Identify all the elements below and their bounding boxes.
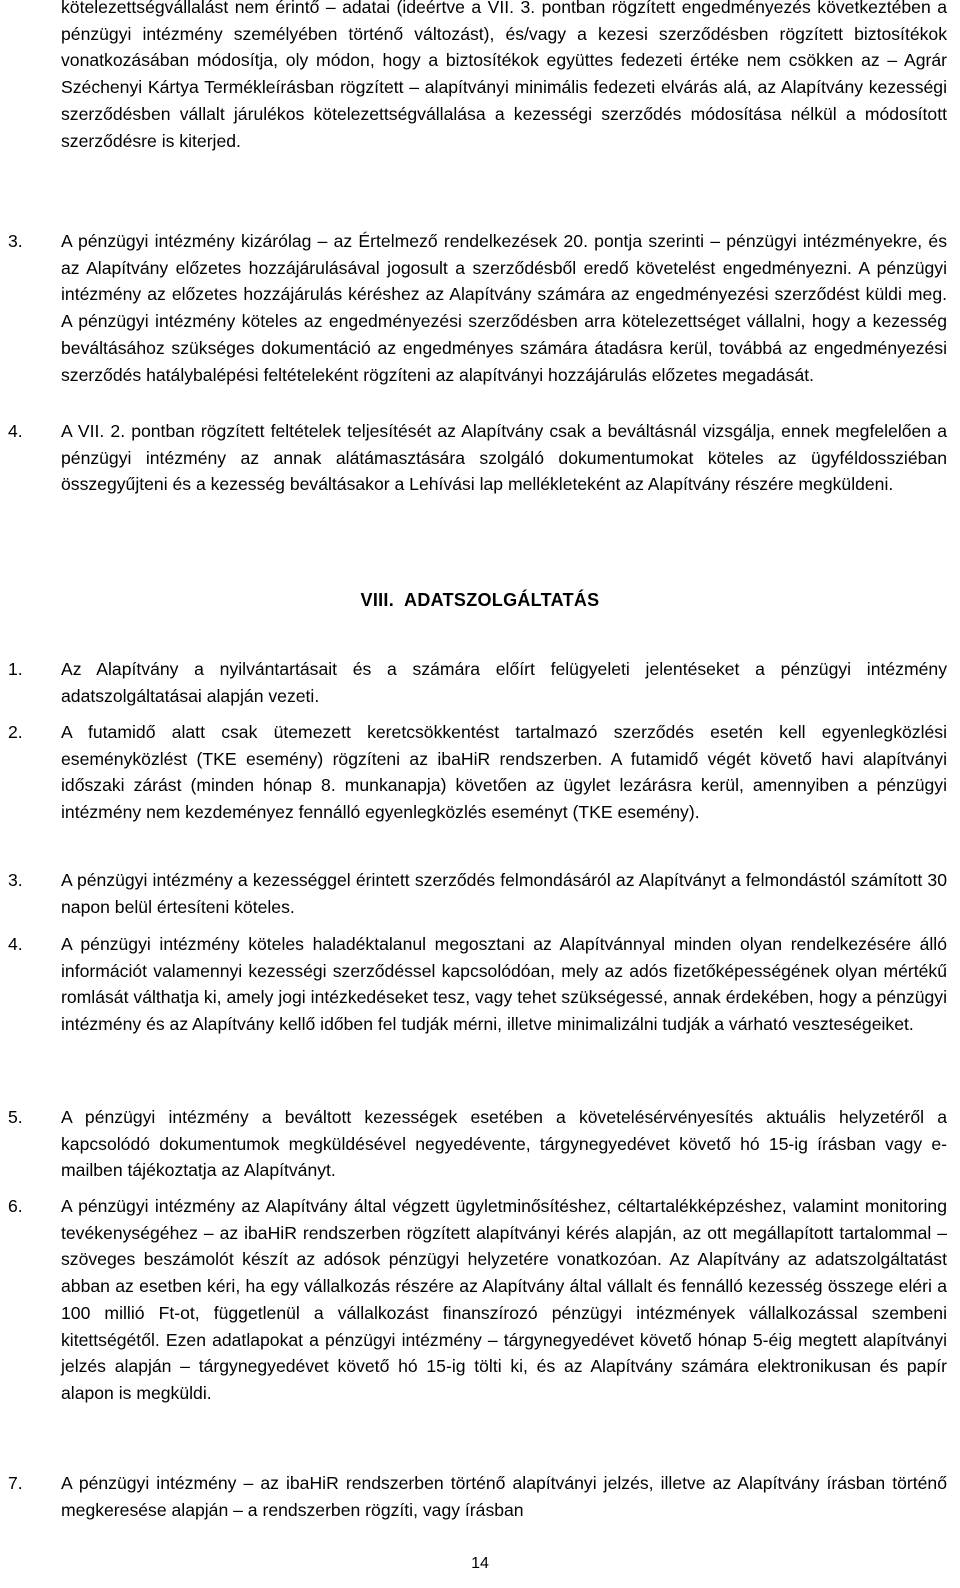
intro-paragraph: kötelezettségvállalást nem érintő – adatai (ideértve a VII. 3. pontban rögzített engedményezés következtében a pénzügyi intézmény személyében történő változást), és/vagy a kezesi szerződésben rögzített biztosítékok vonatkozásában módosítja, oly módon, hogy a biztosítékok együttes fedezeti értéke nem csökken az – Agrár Széchenyi Kártya Termékleírásban rögzített – alapítványi minimális fedezeti elvárás alá, az Alapítvány kezességi szerződésben vállalt járulékos kötelezettségvállalása a kezességi szerződés módosítása nélkül a módosított szerződésre is kiterjed. <box>61 0 947 151</box>
item-number: 5. <box>8 1107 23 1127</box>
item-text: A pénzügyi intézmény az Alapítvány által végzett ügyletminősítéshez, céltartalékképzéshez, valamint monitoring tevékenységéhez – az ibaHiR rendszerben rögzített alapítványi kérés alapján, az ott megállapított tartalommal – szöveges beszámolót készít az adósok pénzügyi helyzetére vonatkozóan. Az Alapítvány az adatszolgáltatást abban az esetben kéri, ha egy vállalkozás részére az Alapítvány által vállalt és fennálló kezesség összege eléri a 100 millió Ft-ot, függetlenül a vállalkozást finanszírozó pénzügyi intézmények vállalkozással szembeni kitettségétől. Ezen adatlapokat a pénzügyi intézmény – tárgynegyedévet követő hónap 5-éig megtett alapítványi jelzés alapján – tárgynegyedévet követő hó 15-ig tölti ki, és az Alapítvány számára elektronikusan és papír alapon is megküldi. <box>61 1196 947 1403</box>
section-roman-numeral: VIII. <box>360 590 395 610</box>
item-number: 3. <box>8 870 23 890</box>
section-title: ADATSZOLGÁLTATÁS <box>404 590 600 610</box>
item-text: A VII. 2. pontban rögzített feltételek teljesítését az Alapítvány csak a beváltásnál vizsgálja, ennek megfelelően a pénzügyi intézmény az annak alátámasztására szolgáló dokumentumokat köteles az ügyféldossziéban összegyűjteni és a kezesség beváltásakor a Lehívási lap mellékleteként az Alapítvány részére megküldeni. <box>61 421 947 495</box>
item-number: 4. <box>8 421 23 441</box>
item-text: A pénzügyi intézmény a kezességgel érintett szerződés felmondásáról az Alapítványt a felmondástól számított 30 napon belül értesíteni köteles. <box>61 870 947 917</box>
item-number: 2. <box>8 722 23 742</box>
item-text: A futamidő alatt csak ütemezett keretcsökkentést tartalmazó szerződés esetén kell egyenlegközlési eseményközlést (TKE esemény) rögzíteni az ibaHiR rendszerben. A futamidő végét követő havi alapítványi időszaki zárást (minden hónap 8. munkanapja) követően az ügylet lezárásra kerül, amennyiben a pénzügyi intézmény nem kezdeményez fennálló egyenlegközlés eseményt (TKE esemény). <box>61 722 947 823</box>
item-text: A pénzügyi intézmény a beváltott kezességek esetében a követelésérvényesítés aktuális helyzetéről a kapcsolódó dokumentumok megküldésével negyedévente, tárgynegyedévet követő hó 15-ig írásban vagy e-mailben tájékoztatja az Alapítványt. <box>61 1107 947 1181</box>
item-text: A pénzügyi intézmény kizárólag – az Értelmező rendelkezések 20. pontja szerinti – pénzügyi intézményekre, és az Alapítvány előzetes hozzájárulásával jogosult a szerződésből eredő követelést engedményezni. A pénzügyi intézmény az előzetes hozzájárulás kéréshez az Alapítvány számára az engedményezési szerződést küldi meg. A pénzügyi intézmény köteles az engedményezési szerződésben arra kötelezettséget vállalni, hogy a kezesség beváltásához szükséges dokumentáció az engedményes számára átadásra kerül, továbbá az engedményezési szerződés hatálybalépési feltételeként rögzíteni az alapítványi hozzájárulás előzetes megadását. <box>61 231 947 385</box>
page-number: 14 <box>471 1555 489 1572</box>
item-number: 7. <box>8 1473 23 1493</box>
item-number: 4. <box>8 934 23 954</box>
item-text: A pénzügyi intézmény – az ibaHiR rendszerben történő alapítványi jelzés, illetve az Alapítvány írásban történő megkeresése alapján – a rendszerben rögzíti, vagy írásban <box>61 1473 947 1520</box>
item-text: A pénzügyi intézmény köteles haladéktalanul megosztani az Alapítvánnyal minden olyan rendelkezésére álló információt valamennyi kezességi szerződéssel kapcsolódóan, mely az adós fizetőképességének olyan mértékű romlását válthatja ki, amely jogi intézkedéseket tesz, vagy tehet szükségessé, annak érdekében, hogy a pénzügyi intézmény és az Alapítvány kellő időben fel tudják mérni, illetve minimalizálni tudják a várható veszteségeiket. <box>61 934 947 1035</box>
item-number: 1. <box>8 659 23 679</box>
section-heading <box>0 587 960 614</box>
item-number: 3. <box>8 231 23 251</box>
item-text: Az Alapítvány a nyilvántartásait és a számára előírt felügyeleti jelentéseket a pénzügyi intézmény adatszolgáltatásai alapján vezeti. <box>61 659 947 706</box>
item-number: 6. <box>8 1196 23 1216</box>
